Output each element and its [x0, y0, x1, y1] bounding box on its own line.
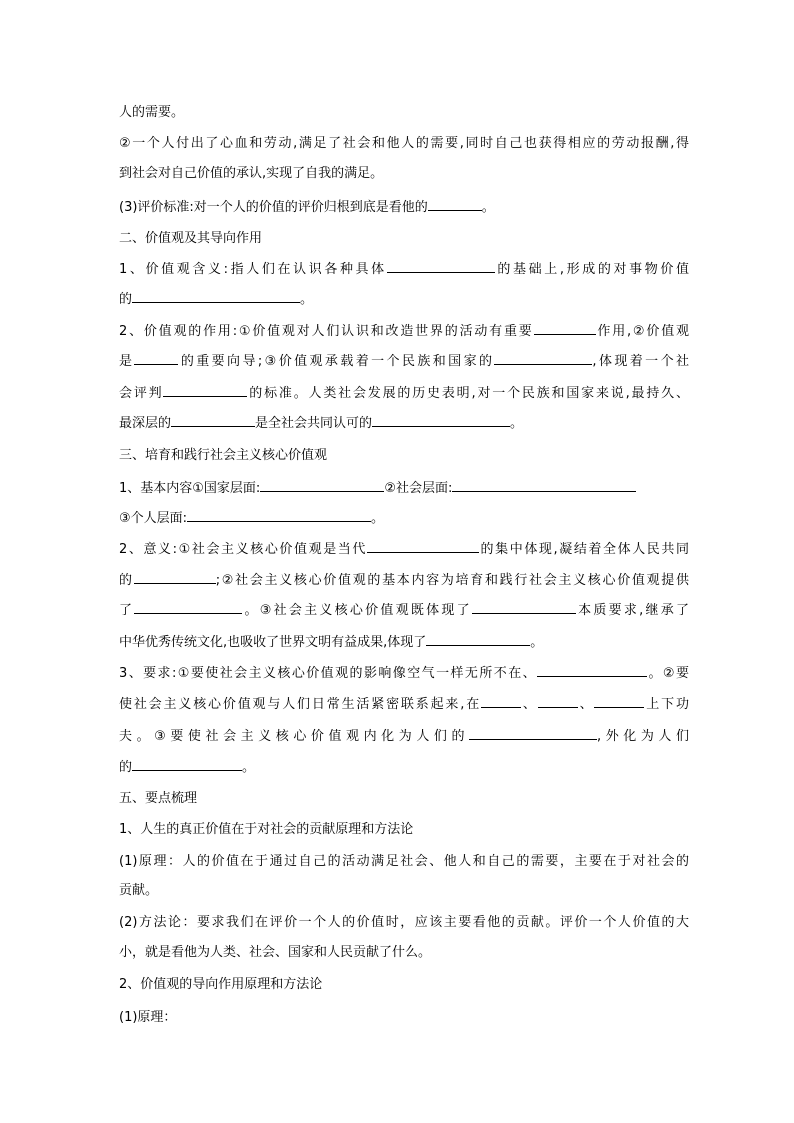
- text: 会评判: [119, 386, 164, 401]
- text: 的标准。人类社会发展的历史表明,对一个民族和国家来说,最持久、: [247, 386, 689, 401]
- text: 使社会主义核心价值观与人们日常生活紧密联系起来,在: [119, 697, 482, 712]
- text: 的重要向导;③价值观承载着一个民族和国家的: [178, 354, 495, 369]
- text: (1)原理：: [119, 1010, 177, 1025]
- fill-in-blank[interactable]: [134, 350, 178, 365]
- text-line: [119, 163, 689, 185]
- text: (3)评价标准:对一个人的价值的评价归根到底是看他的: [119, 200, 428, 215]
- text: 。: [510, 416, 524, 431]
- text: 。: [242, 760, 256, 775]
- fill-in-blank[interactable]: [134, 599, 242, 614]
- text: 是全社会共同认可的: [255, 416, 373, 431]
- text-line: [119, 258, 689, 280]
- text: 到社会对自己价值的承认,实现了自我的满足。: [119, 166, 384, 181]
- text-line: [119, 538, 689, 560]
- fill-in-blank[interactable]: [187, 507, 371, 522]
- text: 。: [371, 511, 385, 526]
- fill-in-blank[interactable]: [132, 756, 242, 771]
- fill-in-blank[interactable]: [132, 288, 300, 303]
- text: 五、要点梳理: [119, 791, 198, 806]
- text: 贡献。: [119, 883, 159, 898]
- text-line: [119, 880, 689, 902]
- fill-in-blank[interactable]: [428, 196, 482, 211]
- text: 是: [119, 354, 135, 369]
- text-line: [119, 320, 689, 342]
- text: ②社会层面:: [384, 481, 453, 496]
- text: 最深层的: [119, 416, 172, 431]
- text: 。: [530, 635, 544, 650]
- section-heading: [119, 445, 689, 467]
- fill-in-blank[interactable]: [452, 477, 636, 492]
- text: 2、价值观的导向作用原理和方法论: [119, 977, 323, 992]
- text: ③个人层面:: [119, 511, 188, 526]
- fill-in-blank[interactable]: [472, 599, 576, 614]
- text: ,体现着一个社: [592, 354, 689, 369]
- text: 的: [119, 760, 133, 775]
- text: 人的需要。: [119, 105, 185, 120]
- fill-in-blank[interactable]: [494, 350, 592, 365]
- section-heading: [119, 788, 689, 810]
- fill-in-blank[interactable]: [469, 725, 597, 740]
- text: 的基础上,形成的对事物价值: [494, 262, 689, 277]
- fill-in-blank[interactable]: [372, 412, 510, 427]
- text: 。: [300, 292, 314, 307]
- text-line: [119, 819, 689, 841]
- text: 上下功: [644, 697, 689, 712]
- text: 三、培育和践行社会主义核心价值观: [119, 448, 328, 463]
- text: 。②要: [647, 666, 689, 681]
- text: (1)原理：人的价值在于通过自己的活动满足社会、他人和自己的需要，主要在于对社会的: [119, 854, 689, 869]
- text-line: [119, 631, 689, 653]
- text: 本质要求,继承了: [575, 603, 689, 618]
- fill-in-blank[interactable]: [594, 693, 644, 708]
- text: 了: [119, 603, 135, 618]
- text: ,外化为人们: [597, 729, 690, 744]
- text: ;②社会主义核心价值观的基本内容为培育和践行社会主义核心价值观提供: [215, 573, 689, 588]
- text-line: [119, 412, 689, 434]
- text: 。: [481, 200, 495, 215]
- text-line: [119, 756, 689, 778]
- text: 1、基本内容①国家层面:: [119, 481, 261, 496]
- text: 。③社会主义核心价值观既体现了: [242, 603, 472, 618]
- text-line: [119, 599, 689, 621]
- text-line: [119, 477, 689, 499]
- text-line: [119, 507, 689, 529]
- text-line: [119, 382, 689, 404]
- fill-in-blank[interactable]: [260, 477, 384, 492]
- text-line: [119, 350, 689, 372]
- fill-in-blank[interactable]: [134, 569, 216, 584]
- section-heading: [119, 228, 689, 250]
- text: 1、人生的真正价值在于对社会的贡献原理和方法论: [119, 822, 414, 837]
- text: 2、意义:①社会主义核心价值观是当代: [119, 542, 367, 557]
- fill-in-blank[interactable]: [171, 412, 255, 427]
- fill-in-blank[interactable]: [367, 538, 479, 553]
- text-line: [119, 133, 689, 155]
- text: 1、价值观含义:指人们在认识各种具体: [119, 262, 387, 277]
- text: 夫。③要使社会主义核心价值观内化为人们的: [119, 729, 470, 744]
- text: 小，就是看他为人类、社会、国家和人民贡献了什么。: [119, 945, 432, 960]
- text-line: [119, 974, 689, 996]
- text-line: [119, 912, 689, 934]
- text: 的集中体现,凝结着全体人民共同: [478, 542, 689, 557]
- text-line: [119, 725, 689, 747]
- text-line: [119, 1007, 689, 1029]
- text-line: [119, 851, 689, 873]
- text: 3、要求:①要使社会主义核心价值观的影响像空气一样无所不在、: [119, 666, 538, 681]
- fill-in-blank[interactable]: [481, 693, 521, 708]
- fill-in-blank[interactable]: [537, 662, 647, 677]
- fill-in-blank[interactable]: [538, 693, 578, 708]
- text: 的: [119, 292, 133, 307]
- fill-in-blank[interactable]: [534, 320, 596, 335]
- text: 作用,②价值观: [595, 324, 689, 339]
- text: 中华优秀传统文化,也吸收了世界文明有益成果,体现了: [119, 635, 427, 650]
- text-line: [119, 102, 689, 124]
- text: 的: [119, 573, 134, 588]
- fill-in-blank[interactable]: [426, 631, 530, 646]
- text-line: [119, 196, 689, 218]
- text-line: [119, 569, 689, 591]
- text-line: [119, 662, 689, 684]
- text: ②一个人付出了心血和劳动,满足了社会和他人的需要,同时自己也获得相应的劳动报酬,得: [119, 136, 689, 151]
- text-line: [119, 288, 689, 310]
- text: 、: [577, 697, 595, 712]
- text: 、: [521, 697, 538, 712]
- fill-in-blank[interactable]: [387, 258, 495, 273]
- text-line: [119, 693, 689, 715]
- fill-in-blank[interactable]: [163, 382, 247, 397]
- text-line: [119, 942, 689, 964]
- text: 2、价值观的作用:①价值观对人们认识和改造世界的活动有重要: [119, 324, 534, 339]
- text: (2)方法论：要求我们在评价一个人的价值时，应该主要看他的贡献。评价一个人价值的大: [119, 915, 689, 930]
- text: 二、价值观及其导向作用: [119, 231, 263, 246]
